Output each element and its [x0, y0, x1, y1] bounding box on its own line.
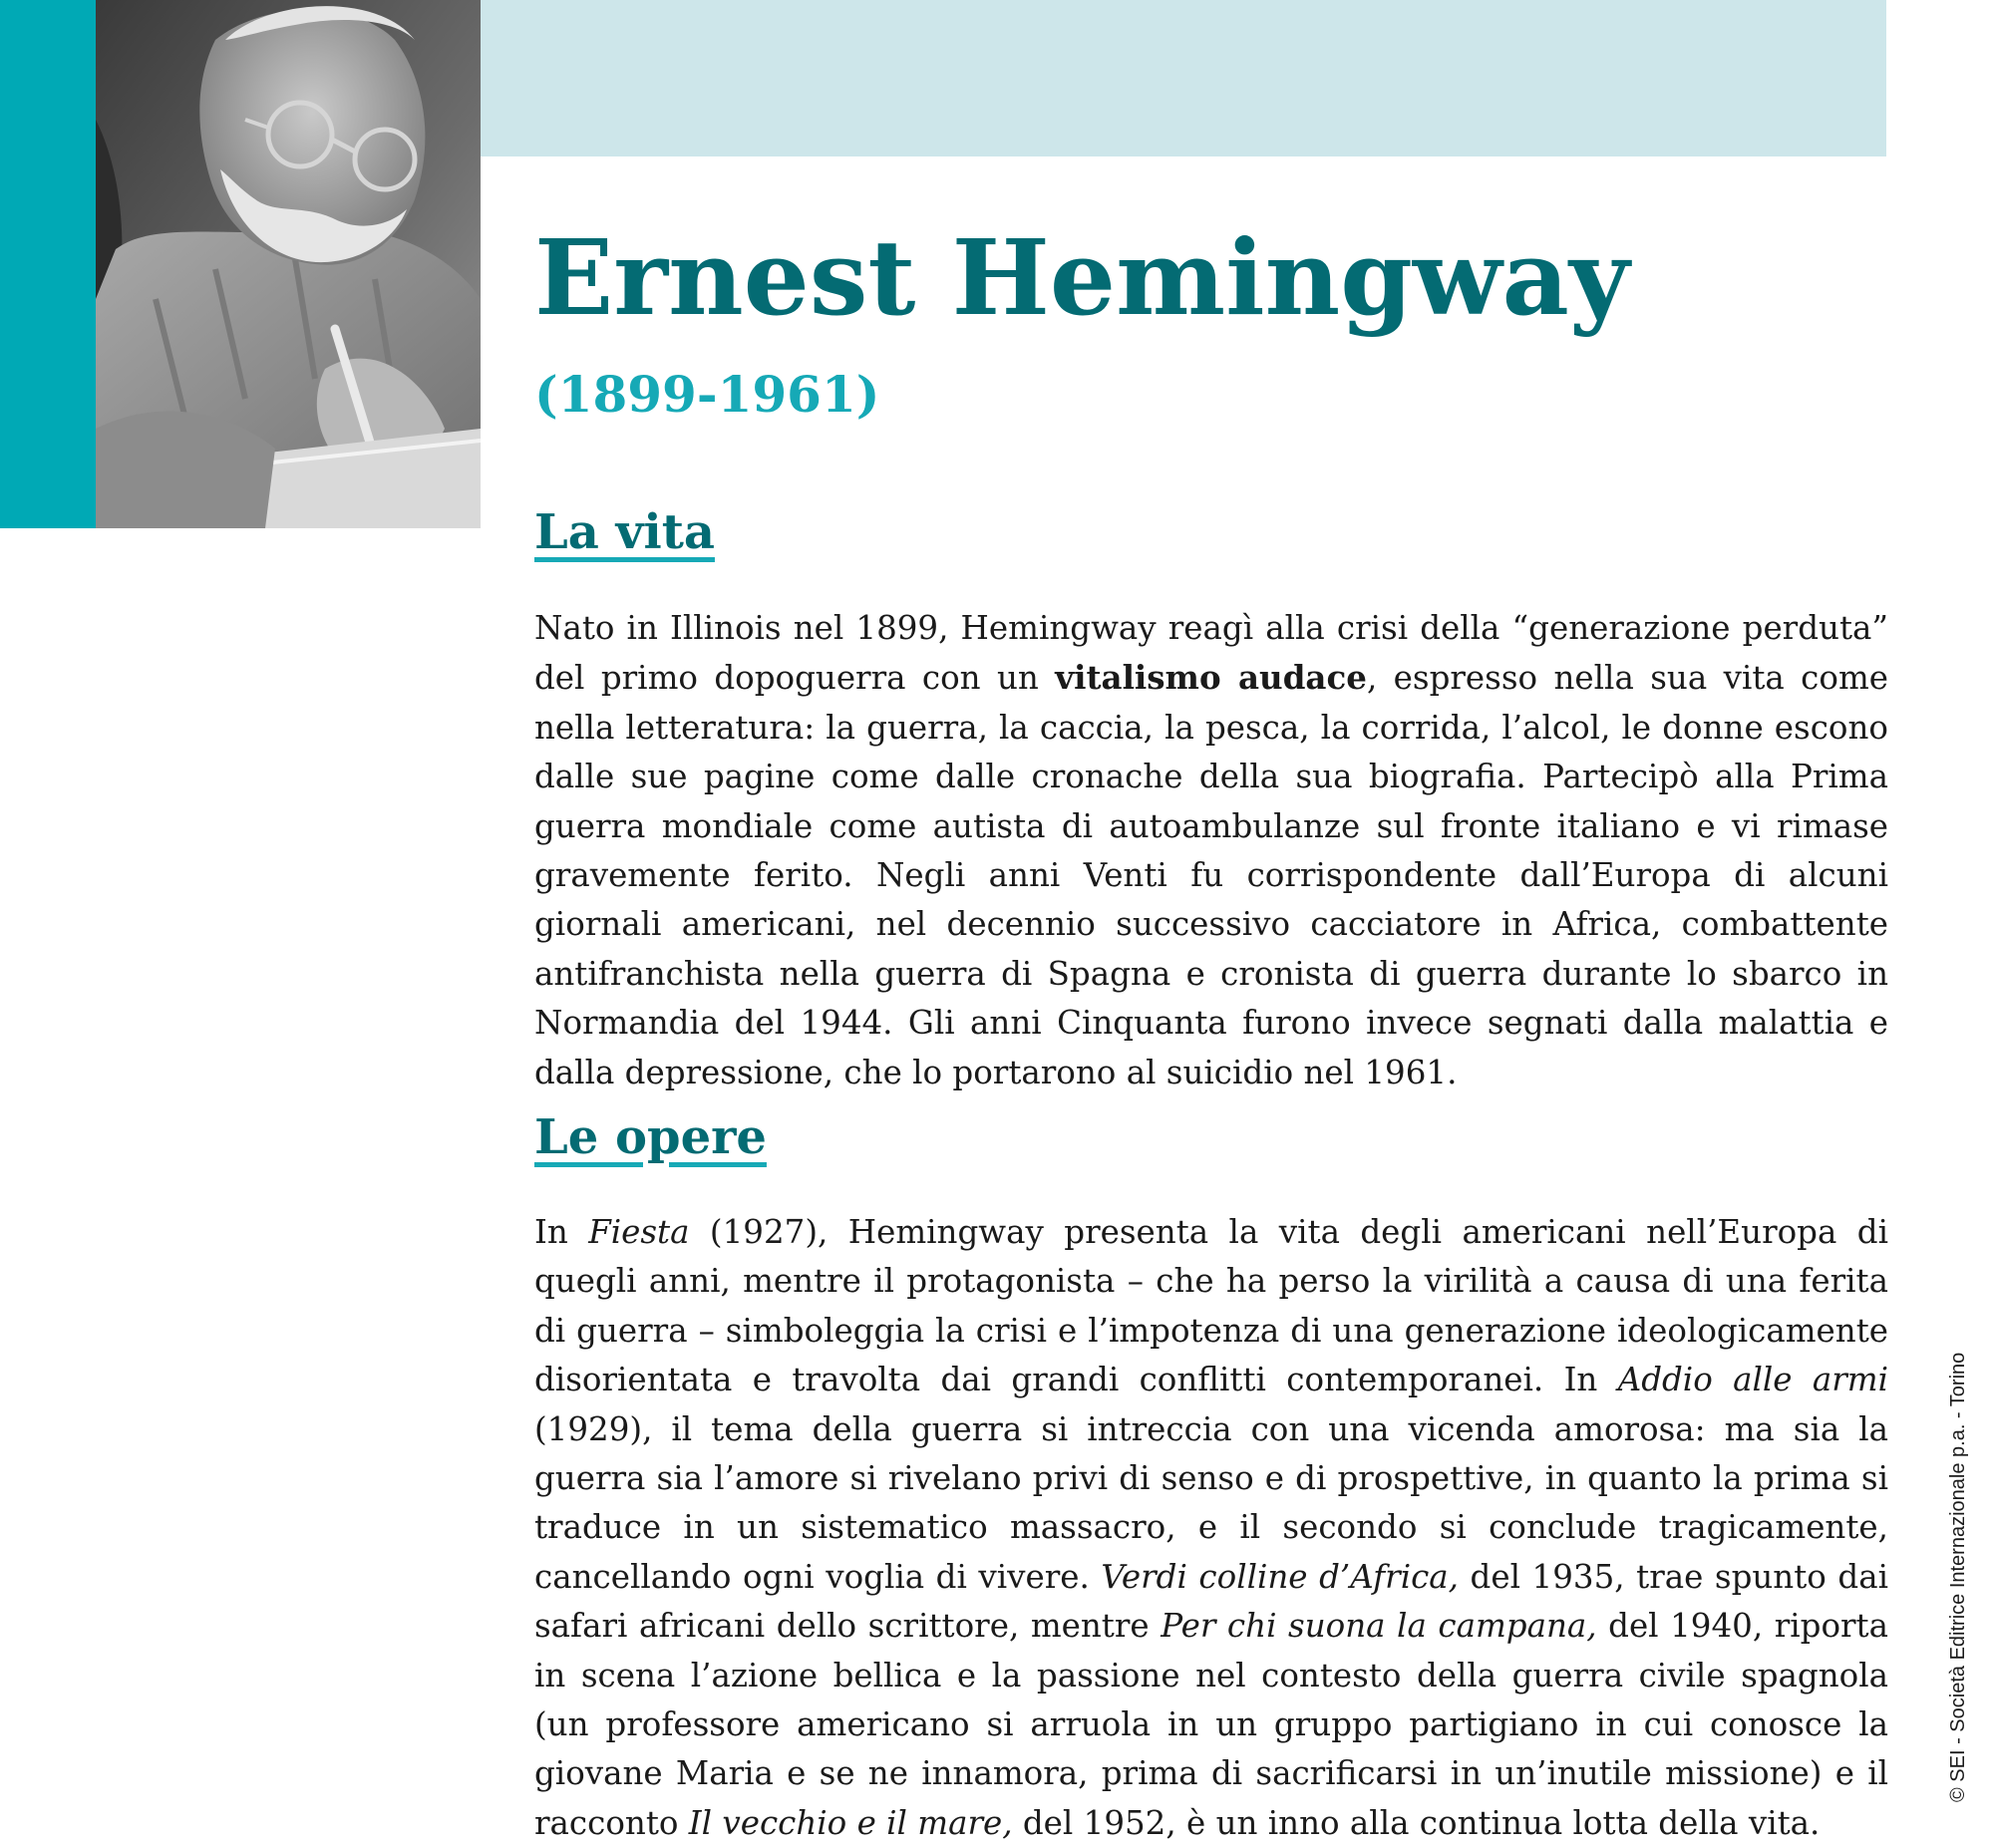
accent-bar [0, 0, 96, 528]
italic-title-run: Fiesta [588, 1213, 690, 1251]
author-dates: (1899-1961) [534, 365, 880, 424]
text-run: (1927), Hemingway presenta la vita degli americani nell’Europa di quegli anni, mentre il protagonista – che ha perso la virilità a causa di una ferita di guerra – simboleggia la crisi e l’impotenza di una generazione ideologicamente disorientata e travolta dai grandi conflitti contemporanei. In [534, 1213, 1888, 1399]
portrait-photo-icon [96, 0, 481, 528]
italic-title-run: Il vecchio e il mare, [688, 1803, 1013, 1842]
author-portrait [96, 0, 481, 528]
author-name: Ernest Hemingway [534, 216, 1630, 339]
italic-title-run: Per chi suona la campana, [1161, 1607, 1597, 1646]
text-run: In [534, 1213, 589, 1251]
italic-title-run: Addio alle armi [1617, 1361, 1888, 1399]
section-heading-vita: La vita [534, 504, 715, 560]
text-run: (1929), il tema della guerra si intreccia con una vicenda amorosa: ma sia la guerra sia l’amore si rivelano privi di senso e di prospettive, in quanto la prima si traduce in un sistematico massacro, e il secondo si conclude tragicamente, cancellando ogni voglia di vivere. [534, 1409, 1888, 1596]
italic-title-run: Verdi colline d’Africa, [1101, 1557, 1459, 1596]
text-run: del 1935, trae spunto dai safari africani dello scrittore, mentre [534, 1557, 1888, 1646]
text-run: del 1952, è un inno alla continua lotta della vita. [1012, 1803, 1821, 1842]
text-run: del 1940, riporta in scena l’azione bellica e la passione nel contesto della guerra civile spagnola (un professore americano si arruola in un gruppo partigiano in cui conosce la giovane Maria e se ne innamora, prima di sacrificarsi in un’inutile missione) e il racconto [534, 1607, 1888, 1842]
section-heading-opere: Le opere [534, 1109, 767, 1165]
header-band [481, 0, 1886, 156]
text-run: Nato in Illinois nel 1899, Hemingway reagì alla crisi della “generazione perduta” del primo dopoguerra con un [534, 609, 1888, 698]
copyright-notice: © SEI - Società Editrice Internazionale p.a. - Torino [1947, 1352, 1969, 1802]
text-run: , espresso nella sua vita come nella letteratura: la guerra, la caccia, la pesca, la corrida, l’alcol, le donne escono dalle sue pagine come dalle cronache della sua biografia. Partecipò alla Prima guerra mondiale come autista di autoambulanze sul fronte italiano e vi rimase gravemente ferito. Negli anni Venti fu corrispondente dall’Europa di alcuni giornali americani, nel decennio successivo cacciatore in Africa, combattente antifranchista nella guerra di Spagna e cronista di guerra durante lo sbarco in Normandia del 1944. Gli anni Cinquanta furono invece segnati dalla malattia e dalla depressione, che lo portarono al suicidio nel 1961. [534, 659, 1889, 1091]
paragraph-vita [534, 604, 1888, 1097]
paragraph-opere [534, 1208, 1888, 1848]
bold-text-run: vitalismo audace [1055, 658, 1367, 698]
